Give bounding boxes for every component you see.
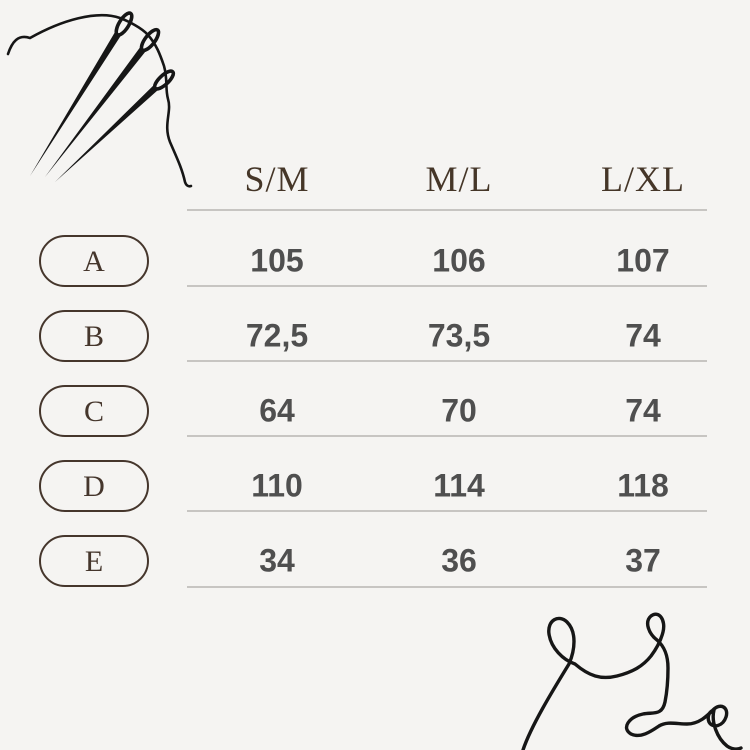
table-cell-a-lxl: 107 (616, 242, 670, 279)
row-divider (187, 360, 707, 362)
table-cell-e-lxl: 37 (625, 542, 661, 579)
table-cell-c-sm: 64 (259, 392, 295, 429)
row-divider (187, 285, 707, 287)
row-label: D (83, 470, 105, 503)
table-cell-d-lxl: 118 (617, 467, 669, 504)
table-cell-e-ml: 36 (441, 542, 477, 579)
column-header-lxl: L/XL (601, 159, 685, 199)
sewing-needles-icon (2, 4, 212, 204)
row-label-pill-e (39, 535, 149, 587)
thread-icon (8, 15, 191, 186)
table-cell-c-ml: 70 (441, 392, 477, 429)
table-cell-b-lxl: 74 (625, 317, 661, 354)
row-label-pill-a (39, 235, 149, 287)
column-header-ml: M/L (425, 159, 493, 199)
row-divider (187, 510, 707, 512)
row-label-pill-c (39, 385, 149, 437)
table-cell-a-ml: 106 (432, 242, 486, 279)
row-label-pill-d (39, 460, 149, 512)
header-divider (187, 209, 707, 211)
row-label: A (83, 245, 105, 278)
table-cell-b-sm: 72,5 (245, 317, 309, 354)
row-label-pill-b (39, 310, 149, 362)
thread-squiggle-icon (495, 598, 750, 750)
row-label: C (83, 395, 104, 428)
column-header-sm: S/M (244, 159, 310, 199)
row-label: B (83, 320, 104, 353)
table-cell-e-sm: 34 (259, 542, 295, 579)
needle-shaft-icon (30, 32, 121, 176)
row-divider (187, 435, 707, 437)
table-cell-d-sm: 110 (251, 467, 303, 504)
table-cell-a-sm: 105 (250, 242, 304, 279)
table-cell-c-lxl: 74 (625, 392, 661, 429)
table-cell-b-ml: 73,5 (427, 317, 491, 354)
row-divider (187, 586, 707, 588)
row-label: E (84, 545, 104, 578)
table-cell-d-ml: 114 (433, 467, 485, 504)
